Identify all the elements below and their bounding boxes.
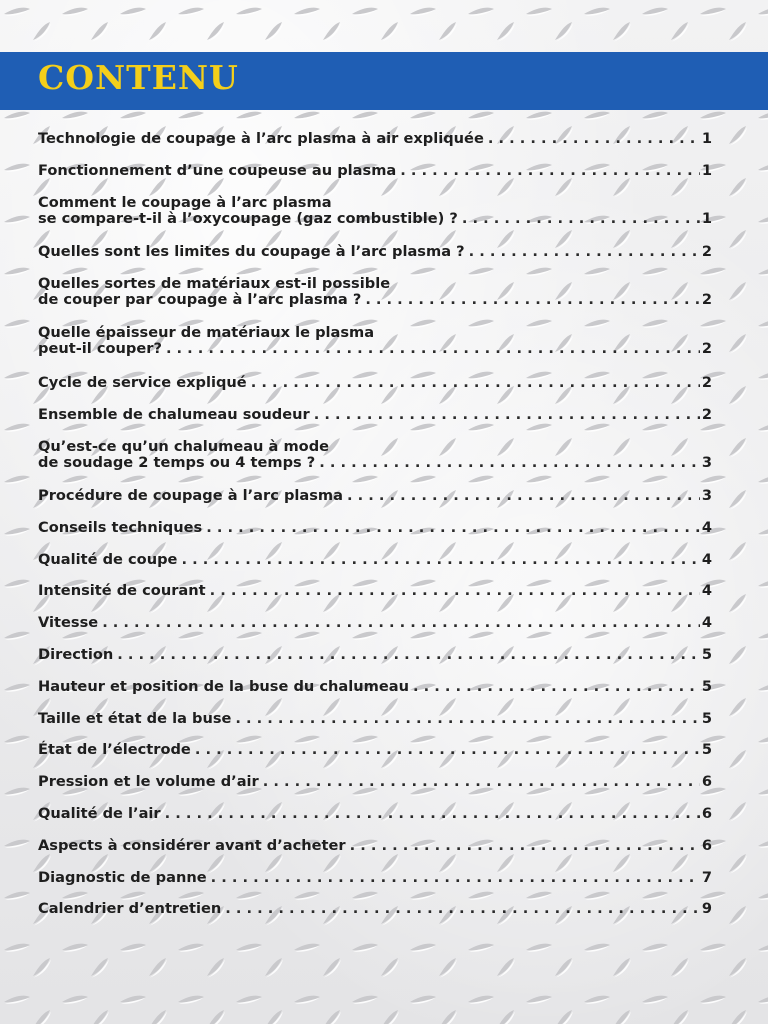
toc-entry[interactable] xyxy=(38,439,712,471)
toc-entry-line xyxy=(38,341,712,357)
toc-entry[interactable] xyxy=(38,901,712,917)
toc-entry-line xyxy=(38,774,712,790)
toc-entry-line xyxy=(38,195,712,211)
dot-leader xyxy=(161,806,700,822)
toc-entry[interactable] xyxy=(38,806,712,822)
toc-page-number: 2 xyxy=(701,340,712,358)
toc-page-number: 6 xyxy=(701,805,712,822)
toc-entry-title: Qu’est-ce qu’un chalumeau à mode xyxy=(38,437,330,455)
toc-entry[interactable] xyxy=(38,774,712,790)
toc-entry-line xyxy=(38,552,712,568)
dot-leader xyxy=(207,870,700,886)
dot-leader xyxy=(191,742,700,758)
toc-entry-line xyxy=(38,439,712,455)
toc-page-number: 5 xyxy=(701,646,712,663)
toc-entry-line xyxy=(38,742,712,758)
toc-entry[interactable] xyxy=(38,407,712,423)
toc-entry[interactable] xyxy=(38,838,712,854)
toc-entry[interactable] xyxy=(38,325,712,357)
dot-leader xyxy=(465,244,700,260)
toc-entry-line xyxy=(38,838,712,854)
toc-entry-title: Aspects à considérer avant d’acheter xyxy=(38,836,346,854)
toc-entry[interactable] xyxy=(38,163,712,179)
dot-leader xyxy=(458,211,700,227)
dot-leader xyxy=(346,838,700,854)
toc-entry-title: Intensité de courant xyxy=(38,582,206,600)
toc-entry[interactable] xyxy=(38,276,712,308)
toc-entry[interactable] xyxy=(38,375,712,391)
toc-entry[interactable] xyxy=(38,742,712,758)
toc-entry[interactable] xyxy=(38,244,712,260)
toc-entry-line xyxy=(38,325,712,341)
toc-entry-title: de soudage 2 temps ou 4 temps ? xyxy=(38,453,316,471)
toc-entry[interactable] xyxy=(38,647,712,663)
toc-entry-line xyxy=(38,679,712,695)
toc-entry[interactable] xyxy=(38,195,712,227)
toc-entry-title: peut-il couper? xyxy=(38,340,162,358)
toc-entry-title: Technologie de coupage à l’arc plasma à air expliquée xyxy=(38,130,484,147)
dot-leader xyxy=(310,407,700,423)
toc-entry-line xyxy=(38,276,712,292)
toc-page-number: 3 xyxy=(701,453,712,471)
toc-entry-line xyxy=(38,806,712,822)
toc-entry-title: Taille et état de la buse xyxy=(38,709,232,727)
toc-page-number: 2 xyxy=(701,290,712,308)
toc-entry-line xyxy=(38,647,712,663)
toc-entry-line xyxy=(38,520,712,536)
toc-page-number: 9 xyxy=(701,900,712,918)
toc-entry-title: Vitesse xyxy=(38,614,99,632)
toc-page-number: 5 xyxy=(701,741,712,759)
toc-page-number: 7 xyxy=(701,868,712,886)
toc-entry-line xyxy=(38,615,712,631)
toc-entry[interactable] xyxy=(38,711,712,727)
dot-leader xyxy=(231,711,699,727)
dot-leader xyxy=(177,552,699,568)
toc-entry-line xyxy=(38,131,712,147)
toc-page-number: 5 xyxy=(701,677,712,695)
toc-entry-title: État de l’électrode xyxy=(38,741,191,759)
toc-page-number: 2 xyxy=(701,373,712,391)
toc-entry-title: Qualité de coupe xyxy=(38,550,178,568)
toc-entry-line xyxy=(38,292,712,308)
toc-entry-title: Procédure de coupage à l’arc plasma xyxy=(38,487,343,504)
toc-entry-title: Ensemble de chalumeau soudeur xyxy=(38,405,310,423)
dot-leader xyxy=(259,774,700,790)
toc-entry[interactable] xyxy=(38,520,712,536)
toc-page-number: 1 xyxy=(701,161,712,179)
toc-entry-title: Fonctionnement d’une coupeuse au plasma xyxy=(38,161,397,179)
toc-entry-line xyxy=(38,375,712,391)
toc-page-number: 5 xyxy=(701,709,712,727)
toc-entry-title: Direction xyxy=(38,646,114,663)
toc-entry-line xyxy=(38,244,712,260)
toc-entry-title: Pression et le volume d’air xyxy=(38,773,259,791)
toc-entry-line xyxy=(38,711,712,727)
dot-leader xyxy=(221,901,700,917)
toc-entry-title: Quelles sont les limites du coupage à l’arc plasma ? xyxy=(38,243,465,261)
toc-page-number: 4 xyxy=(701,518,712,536)
table-of-contents xyxy=(38,0,712,1024)
toc-page-number: 6 xyxy=(701,773,712,791)
toc-entry[interactable] xyxy=(38,552,712,568)
dot-leader xyxy=(113,647,700,663)
toc-entry-title: se compare-t-il à l’oxycoupage (gaz combustible) ? xyxy=(38,209,458,227)
toc-page-number: 6 xyxy=(701,836,712,854)
toc-page-number: 4 xyxy=(701,550,712,568)
dot-leader xyxy=(409,679,700,695)
toc-entry-line xyxy=(38,163,712,179)
toc-entry-line xyxy=(38,488,712,504)
toc-page-number: 2 xyxy=(701,405,712,423)
toc-entry-line xyxy=(38,455,712,471)
toc-entry-title: Conseils techniques xyxy=(38,518,203,536)
toc-entry[interactable] xyxy=(38,679,712,695)
toc-entry[interactable] xyxy=(38,488,712,504)
dot-leader xyxy=(396,163,700,179)
toc-entry-line xyxy=(38,870,712,886)
dot-leader xyxy=(202,520,700,536)
dot-leader xyxy=(484,131,700,147)
toc-page-number: 2 xyxy=(701,243,712,261)
toc-entry[interactable] xyxy=(38,131,712,147)
toc-entry-title: Diagnostic de panne xyxy=(38,868,207,886)
dot-leader xyxy=(247,375,700,391)
toc-page-number: 1 xyxy=(701,209,712,227)
toc-entry-title: Hauteur et position de la buse du chalumeau xyxy=(38,677,409,695)
toc-page-number: 4 xyxy=(701,582,712,600)
toc-entry-title: de couper par coupage à l’arc plasma ? xyxy=(38,290,362,308)
toc-page-number: 3 xyxy=(701,487,712,504)
toc-entry-line xyxy=(38,583,712,599)
toc-entry-line xyxy=(38,211,712,227)
toc-entry[interactable] xyxy=(38,583,712,599)
dot-leader xyxy=(206,583,700,599)
dot-leader xyxy=(315,455,700,471)
toc-entry-title: Comment le coupage à l’arc plasma xyxy=(38,193,332,211)
toc-entry[interactable] xyxy=(38,615,712,631)
toc-entry-title: Quelles sortes de matériaux est-il possible xyxy=(38,274,391,292)
toc-entry-title: Calendrier d’entretien xyxy=(38,900,222,918)
dot-leader xyxy=(98,615,700,631)
toc-entry[interactable] xyxy=(38,870,712,886)
dot-leader xyxy=(343,488,700,504)
toc-page-number: 1 xyxy=(701,130,712,147)
dot-leader xyxy=(162,341,700,357)
toc-entry-line xyxy=(38,407,712,423)
toc-page-number: 4 xyxy=(701,614,712,632)
toc-entry-title: Qualité de l’air xyxy=(38,805,161,822)
toc-entry-line xyxy=(38,901,712,917)
dot-leader xyxy=(361,292,700,308)
toc-entry-title: Cycle de service expliqué xyxy=(38,373,247,391)
page-title: CONTENU xyxy=(38,58,239,97)
toc-entry-title: Quelle épaisseur de matériaux le plasma xyxy=(38,324,375,342)
